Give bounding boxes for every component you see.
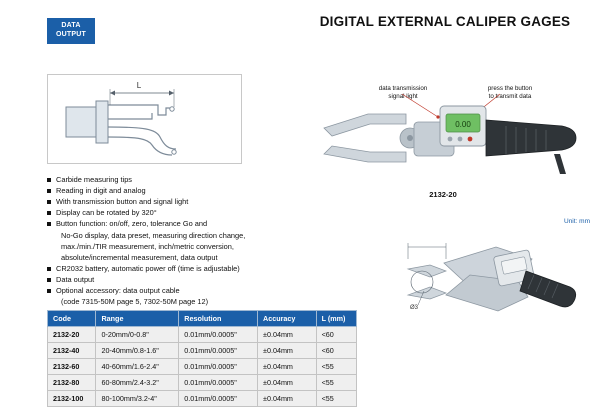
cell-accuracy: ±0.04mm — [258, 359, 317, 375]
caliper-schematic-svg — [48, 75, 241, 163]
feature-text: Optional accessory: data output cable — [56, 286, 180, 296]
cell-accuracy: ±0.04mm — [258, 375, 317, 391]
data-output-badge — [47, 18, 95, 44]
feature-text: Button function: on/off, zero, tolerance Go and — [56, 219, 208, 229]
table-row — [48, 327, 357, 343]
cell-length: <55 — [316, 375, 356, 391]
feature-text: absolute/incremental measurement, data output — [61, 252, 218, 262]
table-header-row — [48, 311, 357, 327]
feature-list — [47, 174, 302, 307]
specification-table — [47, 310, 357, 407]
unit-label: Unit: mm — [564, 218, 590, 225]
page-title: DIGITAL EXTERNAL CALIPER GAGES — [319, 14, 571, 29]
cell-range: 0-20mm/0-0.8" — [96, 327, 179, 343]
annotation-signal-light: data transmission signal light — [378, 85, 428, 101]
cell-resolution: 0.01mm/0.0005" — [179, 327, 258, 343]
cell-length: <60 — [316, 327, 356, 343]
feature-item — [47, 218, 302, 229]
display-readout: 0.00 — [455, 120, 471, 129]
feature-item-continuation — [47, 296, 302, 307]
cell-resolution: 0.01mm/0.0005" — [179, 391, 258, 407]
table-row — [48, 391, 357, 407]
feature-item — [47, 185, 302, 196]
diagram-label-l: L — [136, 81, 142, 90]
cell-range: 40-60mm/1.6-2.4" — [96, 359, 179, 375]
cell-resolution: 0.01mm/0.0005" — [179, 343, 258, 359]
cell-accuracy: ±0.04mm — [258, 343, 317, 359]
column-header-code: Code — [48, 311, 96, 327]
cell-range: 80-100mm/3.2-4" — [96, 391, 179, 407]
feature-text: (code 7315-50M page 5, 7302-50M page 12) — [61, 297, 209, 307]
annotation-transmit-button: press the button to transmit data — [487, 85, 533, 101]
product-caption: 2132-20 — [429, 190, 457, 199]
feature-text: Reading in digit and analog — [56, 186, 146, 196]
table-row — [48, 375, 357, 391]
product-dimension-drawing — [400, 225, 580, 345]
schematic-diagram-box — [47, 74, 242, 164]
feature-text: Data output — [56, 274, 95, 284]
table-row — [48, 343, 357, 359]
column-header-range: Range — [96, 311, 179, 327]
cell-resolution: 0.01mm/0.0005" — [179, 375, 258, 391]
feature-item — [47, 285, 302, 296]
feature-item-continuation — [47, 241, 302, 252]
column-header-length: L (mm) — [316, 311, 356, 327]
badge-line-1: DATA — [61, 22, 81, 29]
diameter-label: Ø3 — [410, 305, 419, 311]
cell-length: <60 — [316, 343, 356, 359]
feature-text: CR2032 battery, automatic power off (time is adjustable) — [56, 263, 240, 273]
feature-item — [47, 174, 302, 185]
feature-text: No-Go display, data preset, measuring direction change, — [61, 230, 246, 240]
cell-length: <55 — [316, 391, 356, 407]
feature-item — [47, 263, 302, 274]
product-photo-2132-20 — [310, 62, 590, 192]
feature-item — [47, 196, 302, 207]
feature-item — [47, 207, 302, 218]
cell-resolution: 0.01mm/0.0005" — [179, 359, 258, 375]
cell-range: 60-80mm/2.4-3.2" — [96, 375, 179, 391]
cell-code: 2132-100 — [48, 391, 96, 407]
cell-code: 2132-80 — [48, 375, 96, 391]
cell-range: 20-40mm/0.8-1.6" — [96, 343, 179, 359]
column-header-resolution: Resolution — [179, 311, 258, 327]
cell-accuracy: ±0.04mm — [258, 327, 317, 343]
feature-text: max./min./TIR measurement, inch/metric conversion, — [61, 241, 234, 251]
feature-text: Display can be rotated by 320° — [56, 208, 157, 218]
cell-code: 2132-60 — [48, 359, 96, 375]
feature-item-continuation — [47, 252, 302, 263]
feature-text: With transmission button and signal light — [56, 197, 189, 207]
feature-text: Carbide measuring tips — [56, 175, 132, 184]
column-header-accuracy: Accuracy — [258, 311, 317, 327]
badge-line-2: OUTPUT — [56, 30, 86, 38]
cell-code: 2132-20 — [48, 327, 96, 343]
feature-item-continuation — [47, 230, 302, 241]
table-row — [48, 359, 357, 375]
feature-item — [47, 274, 302, 285]
cell-length: <55 — [316, 359, 356, 375]
cell-code: 2132-40 — [48, 343, 96, 359]
cell-accuracy: ±0.04mm — [258, 391, 317, 407]
